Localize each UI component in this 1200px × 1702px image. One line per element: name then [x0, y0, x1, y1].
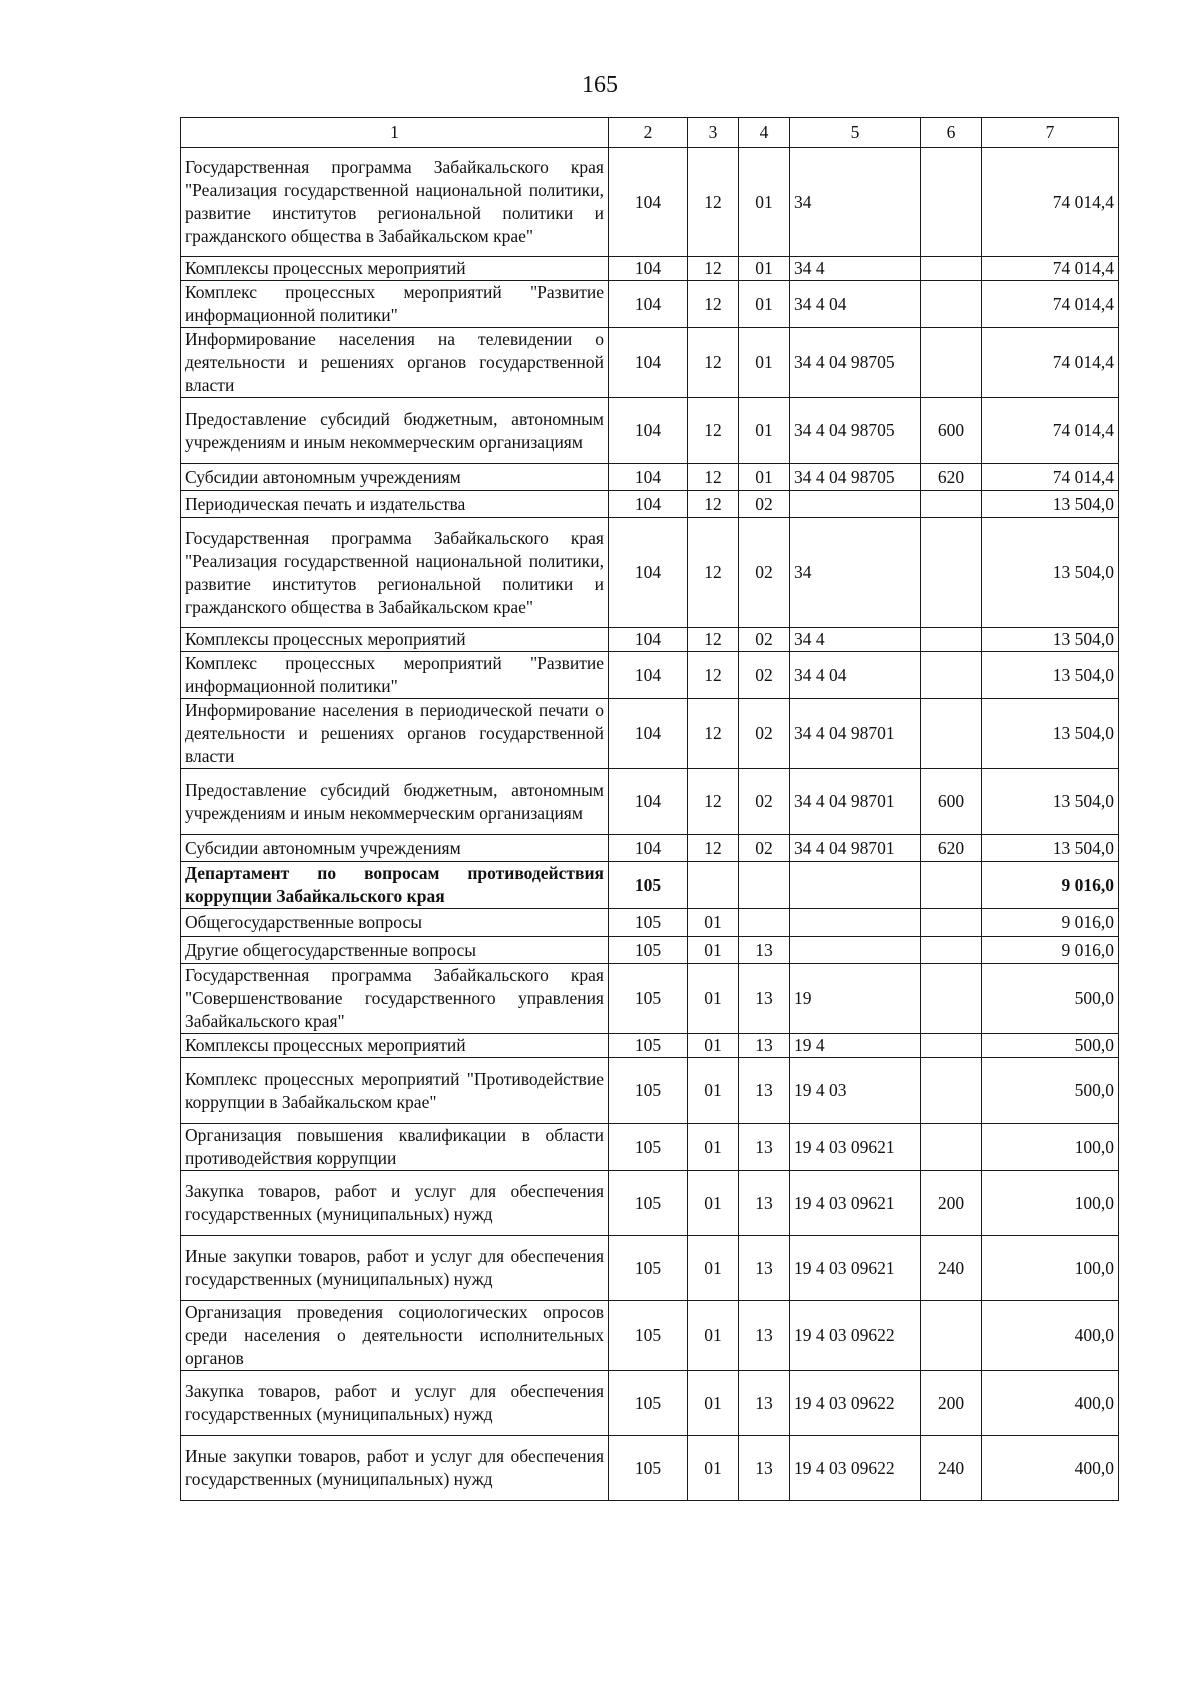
row-code-6-cell: [921, 937, 982, 964]
row-code-5-cell: 19 4 03 09622: [790, 1301, 921, 1371]
row-code-5-cell: 34 4: [790, 257, 921, 281]
row-amount-cell: 9 016,0: [982, 909, 1119, 937]
row-amount-cell: 74 014,4: [982, 328, 1119, 398]
row-name-cell: Общегосударственные вопросы: [181, 909, 609, 937]
row-code-5-cell: [790, 937, 921, 964]
row-amount-cell: 13 504,0: [982, 769, 1119, 835]
row-code-6-cell: [921, 1034, 982, 1058]
table-row: [181, 491, 1119, 518]
row-code-6-cell: [921, 257, 982, 281]
row-code-6-cell: 620: [921, 835, 982, 862]
row-code-6-cell: 600: [921, 769, 982, 835]
row-code-4-cell: [739, 909, 790, 937]
row-amount-cell: 74 014,4: [982, 148, 1119, 257]
row-name-cell: Государственная программа Забайкальского края "Реализация государственной национальной политики, развитие институтов региональной политики и гражданского общества в Забайкальском крае": [181, 148, 609, 257]
row-name-cell: Комплекс процессных мероприятий "Развитие информационной политики": [181, 281, 609, 328]
row-code-4-cell: 13: [739, 1124, 790, 1171]
row-code-3-cell: 12: [688, 652, 739, 699]
row-name-cell: Иные закупки товаров, работ и услуг для обеспечения государственных (муниципальных) нужд: [181, 1236, 609, 1301]
row-amount-cell: 500,0: [982, 964, 1119, 1034]
row-code-2-cell: 105: [609, 1171, 688, 1236]
row-code-3-cell: 12: [688, 628, 739, 652]
row-code-3-cell: 12: [688, 518, 739, 628]
row-name-cell: Закупка товаров, работ и услуг для обеспечения государственных (муниципальных) нужд: [181, 1171, 609, 1236]
row-code-6-cell: 200: [921, 1171, 982, 1236]
row-code-4-cell: 02: [739, 518, 790, 628]
row-code-3-cell: 12: [688, 491, 739, 518]
table-row: [181, 628, 1119, 652]
row-code-6-cell: [921, 281, 982, 328]
row-amount-cell: 9 016,0: [982, 937, 1119, 964]
row-amount-cell: 13 504,0: [982, 699, 1119, 769]
table-row: [181, 964, 1119, 1034]
row-code-6-cell: [921, 1124, 982, 1171]
row-code-3-cell: 01: [688, 964, 739, 1034]
row-code-4-cell: 13: [739, 1034, 790, 1058]
row-code-4-cell: 13: [739, 1236, 790, 1301]
row-amount-cell: 74 014,4: [982, 464, 1119, 491]
table-row: [181, 257, 1119, 281]
row-code-4-cell: 01: [739, 464, 790, 491]
row-code-2-cell: 104: [609, 328, 688, 398]
table-row: [181, 769, 1119, 835]
row-code-5-cell: 19 4 03 09621: [790, 1236, 921, 1301]
row-amount-cell: 9 016,0: [982, 862, 1119, 909]
row-code-4-cell: 02: [739, 628, 790, 652]
row-code-5-cell: 34 4 04 98701: [790, 835, 921, 862]
table-row: [181, 1171, 1119, 1236]
row-code-4-cell: 13: [739, 1436, 790, 1501]
row-amount-cell: 500,0: [982, 1034, 1119, 1058]
row-code-3-cell: 12: [688, 398, 739, 464]
row-code-3-cell: 01: [688, 1034, 739, 1058]
row-code-4-cell: 13: [739, 1058, 790, 1124]
table-row: [181, 1236, 1119, 1301]
row-code-2-cell: 104: [609, 835, 688, 862]
table-row: [181, 699, 1119, 769]
row-code-4-cell: 13: [739, 1371, 790, 1436]
row-name-cell: Департамент по вопросам противодействия коррупции Забайкальского края: [181, 862, 609, 909]
row-name-cell: Субсидии автономным учреждениям: [181, 835, 609, 862]
row-code-6-cell: [921, 148, 982, 257]
row-code-3-cell: 01: [688, 1058, 739, 1124]
row-code-2-cell: 104: [609, 148, 688, 257]
row-code-5-cell: 19 4: [790, 1034, 921, 1058]
row-name-cell: Предоставление субсидий бюджетным, автономным учреждениям и иным некоммерческим организациям: [181, 769, 609, 835]
row-code-2-cell: 104: [609, 464, 688, 491]
row-code-5-cell: 19 4 03: [790, 1058, 921, 1124]
row-code-5-cell: 34 4 04 98705: [790, 464, 921, 491]
table-row: [181, 1371, 1119, 1436]
row-code-2-cell: 105: [609, 1058, 688, 1124]
row-code-5-cell: 19 4 03 09622: [790, 1436, 921, 1501]
row-code-4-cell: 01: [739, 398, 790, 464]
row-code-3-cell: 12: [688, 148, 739, 257]
row-amount-cell: 100,0: [982, 1171, 1119, 1236]
row-name-cell: Информирование населения в периодической печати о деятельности и решениях органов государственной власти: [181, 699, 609, 769]
row-code-3-cell: [688, 862, 739, 909]
row-name-cell: Предоставление субсидий бюджетным, автономным учреждениям и иным некоммерческим организациям: [181, 398, 609, 464]
row-code-3-cell: 12: [688, 769, 739, 835]
row-code-5-cell: 34 4 04: [790, 652, 921, 699]
row-code-4-cell: 01: [739, 148, 790, 257]
row-code-6-cell: 600: [921, 398, 982, 464]
row-code-2-cell: 104: [609, 257, 688, 281]
table-row: [181, 1058, 1119, 1124]
row-code-2-cell: 105: [609, 1436, 688, 1501]
row-amount-cell: 100,0: [982, 1124, 1119, 1171]
row-code-5-cell: 19 4 03 09621: [790, 1124, 921, 1171]
row-code-4-cell: 01: [739, 328, 790, 398]
row-code-3-cell: 12: [688, 257, 739, 281]
row-code-6-cell: 240: [921, 1436, 982, 1501]
row-code-5-cell: 34: [790, 518, 921, 628]
row-code-4-cell: [739, 862, 790, 909]
table-row: [181, 862, 1119, 909]
row-amount-cell: 500,0: [982, 1058, 1119, 1124]
row-name-cell: Комплекс процессных мероприятий "Противодействие коррупции в Забайкальском крае": [181, 1058, 609, 1124]
row-name-cell: Комплекс процессных мероприятий "Развитие информационной политики": [181, 652, 609, 699]
row-code-3-cell: 12: [688, 835, 739, 862]
row-code-2-cell: 104: [609, 281, 688, 328]
header-cell-4: 4: [739, 118, 790, 148]
budget-table: [180, 117, 1119, 1501]
row-name-cell: Комплексы процессных мероприятий: [181, 1034, 609, 1058]
row-code-6-cell: [921, 1058, 982, 1124]
row-amount-cell: 13 504,0: [982, 491, 1119, 518]
row-code-6-cell: [921, 909, 982, 937]
row-code-5-cell: 34: [790, 148, 921, 257]
row-code-6-cell: [921, 1301, 982, 1371]
row-amount-cell: 74 014,4: [982, 398, 1119, 464]
table-row: [181, 835, 1119, 862]
row-name-cell: Государственная программа Забайкальского края "Совершенствование государственного управления Забайкальского края": [181, 964, 609, 1034]
row-name-cell: Государственная программа Забайкальского края "Реализация государственной национальной политики, развитие институтов региональной политики и гражданского общества в Забайкальском крае": [181, 518, 609, 628]
row-code-5-cell: 34 4: [790, 628, 921, 652]
row-code-5-cell: [790, 862, 921, 909]
header-cell-7: 7: [982, 118, 1119, 148]
row-code-3-cell: 01: [688, 1371, 739, 1436]
row-code-5-cell: [790, 491, 921, 518]
table-row: [181, 1124, 1119, 1171]
row-code-2-cell: 104: [609, 628, 688, 652]
row-code-6-cell: 620: [921, 464, 982, 491]
row-code-3-cell: 01: [688, 909, 739, 937]
table-row: [181, 281, 1119, 328]
row-code-2-cell: 104: [609, 699, 688, 769]
row-name-cell: Информирование населения на телевидении о деятельности и решениях органов государственной власти: [181, 328, 609, 398]
row-amount-cell: 400,0: [982, 1301, 1119, 1371]
table-row: [181, 464, 1119, 491]
row-code-3-cell: 01: [688, 1436, 739, 1501]
row-code-2-cell: 105: [609, 1236, 688, 1301]
table-row: [181, 1301, 1119, 1371]
row-amount-cell: 400,0: [982, 1436, 1119, 1501]
row-code-3-cell: 01: [688, 1301, 739, 1371]
row-code-2-cell: 105: [609, 1124, 688, 1171]
row-code-5-cell: 19: [790, 964, 921, 1034]
table-row: [181, 652, 1119, 699]
row-code-4-cell: 13: [739, 964, 790, 1034]
row-code-4-cell: 01: [739, 281, 790, 328]
row-code-2-cell: 105: [609, 1371, 688, 1436]
row-name-cell: Организация проведения социологических опросов среди населения о деятельности исполнительных органов: [181, 1301, 609, 1371]
row-code-2-cell: 105: [609, 1301, 688, 1371]
row-code-4-cell: 02: [739, 652, 790, 699]
row-code-6-cell: [921, 699, 982, 769]
row-code-4-cell: 02: [739, 699, 790, 769]
row-amount-cell: 74 014,4: [982, 281, 1119, 328]
row-amount-cell: 400,0: [982, 1371, 1119, 1436]
row-code-4-cell: 13: [739, 1171, 790, 1236]
row-code-5-cell: 34 4 04: [790, 281, 921, 328]
row-name-cell: Иные закупки товаров, работ и услуг для обеспечения государственных (муниципальных) нужд: [181, 1436, 609, 1501]
row-amount-cell: 100,0: [982, 1236, 1119, 1301]
row-name-cell: Закупка товаров, работ и услуг для обеспечения государственных (муниципальных) нужд: [181, 1371, 609, 1436]
table-row: [181, 909, 1119, 937]
row-amount-cell: 74 014,4: [982, 257, 1119, 281]
row-code-2-cell: 105: [609, 964, 688, 1034]
row-code-2-cell: 104: [609, 769, 688, 835]
row-code-6-cell: [921, 628, 982, 652]
row-code-4-cell: 13: [739, 1301, 790, 1371]
row-code-5-cell: [790, 909, 921, 937]
row-code-6-cell: [921, 964, 982, 1034]
row-amount-cell: 13 504,0: [982, 835, 1119, 862]
row-code-2-cell: 105: [609, 1034, 688, 1058]
row-name-cell: Комплексы процессных мероприятий: [181, 628, 609, 652]
row-code-6-cell: 200: [921, 1371, 982, 1436]
table-row: [181, 148, 1119, 257]
row-code-6-cell: [921, 518, 982, 628]
row-code-3-cell: 12: [688, 464, 739, 491]
row-amount-cell: 13 504,0: [982, 518, 1119, 628]
row-code-2-cell: 104: [609, 398, 688, 464]
row-name-cell: Другие общегосударственные вопросы: [181, 937, 609, 964]
row-code-4-cell: 02: [739, 769, 790, 835]
row-code-4-cell: 13: [739, 937, 790, 964]
row-code-4-cell: 01: [739, 257, 790, 281]
table-row: [181, 1436, 1119, 1501]
row-name-cell: Субсидии автономным учреждениям: [181, 464, 609, 491]
row-name-cell: Организация повышения квалификации в области противодействия коррупции: [181, 1124, 609, 1171]
row-name-cell: Периодическая печать и издательства: [181, 491, 609, 518]
row-code-4-cell: 02: [739, 835, 790, 862]
row-code-2-cell: 104: [609, 652, 688, 699]
header-cell-3: 3: [688, 118, 739, 148]
table-row: [181, 937, 1119, 964]
row-code-3-cell: 12: [688, 699, 739, 769]
row-code-6-cell: [921, 652, 982, 699]
row-code-3-cell: 01: [688, 937, 739, 964]
row-amount-cell: 13 504,0: [982, 652, 1119, 699]
row-code-3-cell: 12: [688, 281, 739, 328]
page-number: 165: [582, 72, 618, 98]
row-code-2-cell: 104: [609, 491, 688, 518]
row-code-3-cell: 12: [688, 328, 739, 398]
row-code-5-cell: 34 4 04 98701: [790, 699, 921, 769]
row-code-6-cell: [921, 862, 982, 909]
row-code-6-cell: 240: [921, 1236, 982, 1301]
header-cell-6: 6: [921, 118, 982, 148]
table-row: [181, 1034, 1119, 1058]
row-code-4-cell: 02: [739, 491, 790, 518]
table-row: [181, 328, 1119, 398]
row-code-6-cell: [921, 491, 982, 518]
table-row: [181, 398, 1119, 464]
row-code-2-cell: 105: [609, 909, 688, 937]
header-cell-2: 2: [609, 118, 688, 148]
row-code-3-cell: 01: [688, 1124, 739, 1171]
row-code-5-cell: 19 4 03 09621: [790, 1171, 921, 1236]
row-code-2-cell: 105: [609, 862, 688, 909]
table-header-row: [181, 118, 1119, 148]
row-code-2-cell: 104: [609, 518, 688, 628]
row-code-5-cell: 34 4 04 98705: [790, 328, 921, 398]
header-cell-1: 1: [181, 118, 609, 148]
row-code-3-cell: 01: [688, 1171, 739, 1236]
row-code-3-cell: 01: [688, 1236, 739, 1301]
table-row: [181, 518, 1119, 628]
row-amount-cell: 13 504,0: [982, 628, 1119, 652]
row-code-5-cell: 34 4 04 98701: [790, 769, 921, 835]
row-code-2-cell: 105: [609, 937, 688, 964]
row-name-cell: Комплексы процессных мероприятий: [181, 257, 609, 281]
row-code-5-cell: 19 4 03 09622: [790, 1371, 921, 1436]
row-code-6-cell: [921, 328, 982, 398]
row-code-5-cell: 34 4 04 98705: [790, 398, 921, 464]
header-cell-5: 5: [790, 118, 921, 148]
